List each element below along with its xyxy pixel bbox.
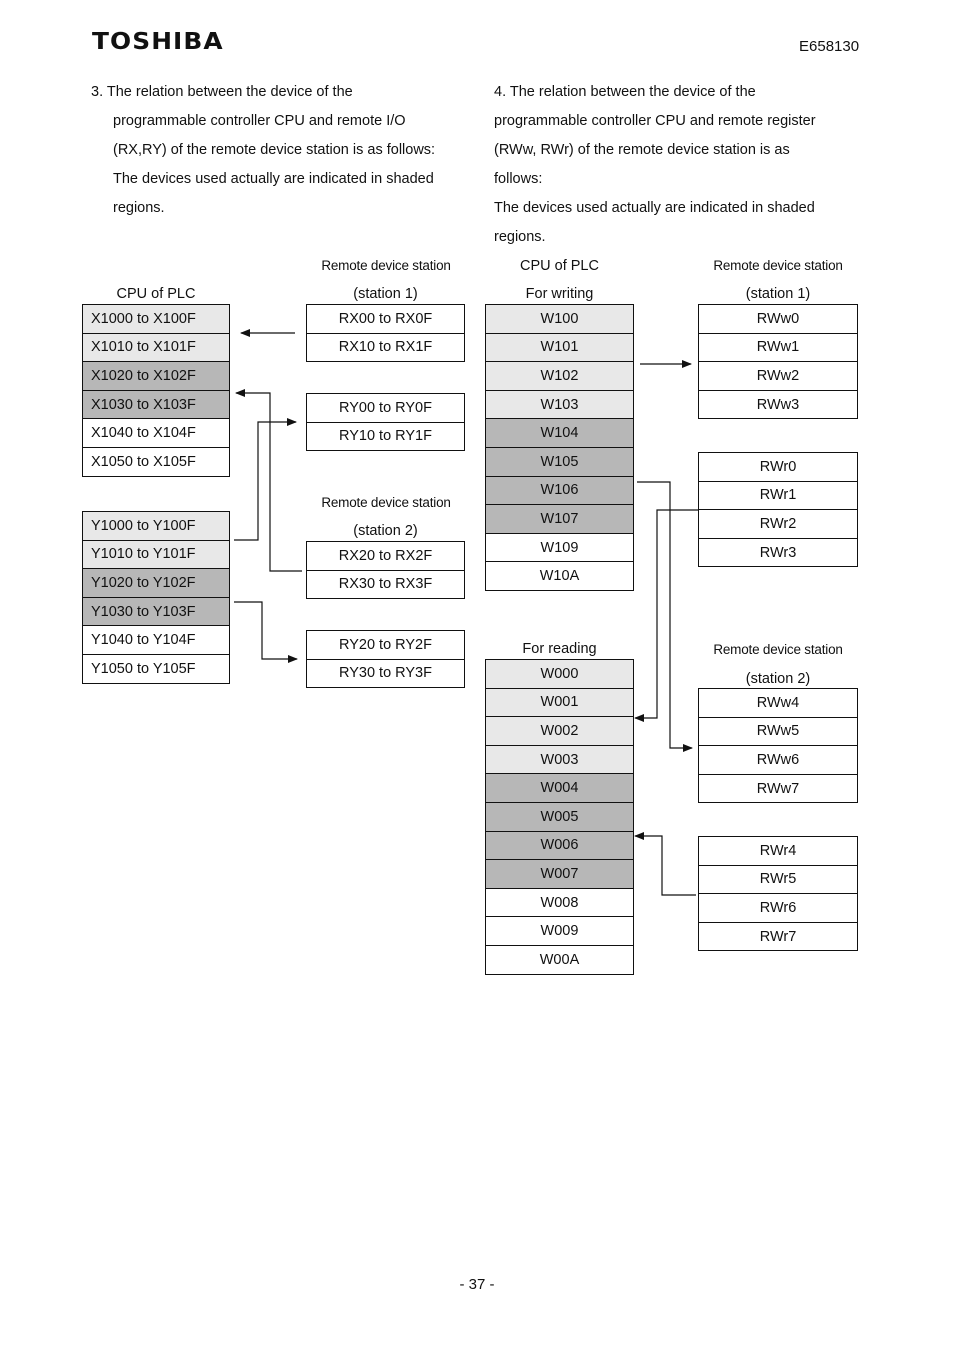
table-cell: RWw2 [699,362,858,391]
table-cell: W002 [486,717,634,746]
table-cell: RWr3 [699,538,858,567]
table-cell: W004 [486,774,634,803]
section-4-line: (RWw, RWr) of the remote device station is as [494,142,790,158]
table-cell: X1030 to X103F [83,390,230,419]
toshiba-logo: TOSHIBA [92,29,224,55]
arrow-w105-to-rww5 [637,482,692,748]
table-cell: W006 [486,831,634,860]
reg-station-2-sublabel: (station 2) [745,671,811,687]
table-cell: W00A [486,945,634,974]
table-cell: W005 [486,802,634,831]
table-cell: X1000 to X100F [83,305,230,334]
section-4-line: programmable controller CPU and remote register [494,113,816,129]
arrow-rwr5-to-w005 [635,836,696,895]
cpu-of-plc-label-2: CPU of PLC [520,258,599,274]
table-cell: W107 [486,505,634,534]
arrow-y1000-to-ry00 [234,422,296,540]
reg-station-1-sublabel: (station 1) [745,286,811,302]
arrow-y1020-to-ry20 [234,602,297,659]
station-2-label: Remote device station [321,495,451,510]
table-cell: Y1020 to Y102F [83,569,230,598]
table-cell: RWw5 [699,717,858,746]
section-3-line: 3. The relation between the device of the [91,84,353,100]
document-number: E658130 [799,38,860,55]
table-cell: W106 [486,476,634,505]
table-cell: Y1050 to Y105F [83,654,230,683]
for-reading-label: For reading [522,641,597,657]
section-3-line: The devices used actually are indicated in shaded [113,171,434,187]
table-cell: X1010 to X101F [83,333,230,362]
arrow-rx20-to-x1020 [236,393,302,571]
station-1-label: Remote device station [321,258,451,273]
table-cell: RY30 to RY3F [307,659,465,688]
section-4-line: The devices used actually are indicated in shaded [494,200,815,216]
table-cell: X1040 to X104F [83,419,230,448]
table-cell: RWw7 [699,774,858,803]
table-cell: Y1000 to Y100F [83,512,230,541]
table-cell: RWw6 [699,746,858,775]
table-cell: X1020 to X102F [83,362,230,391]
table-cell: RY20 to RY2F [307,631,465,660]
table-cell: W007 [486,860,634,889]
table-cell: Y1010 to Y101F [83,540,230,569]
table-cell: W102 [486,362,634,391]
table-cell: W104 [486,419,634,448]
arrow-rwr1-to-w001 [635,510,698,718]
table-cell: RWr2 [699,510,858,539]
table-cell: RWw0 [699,305,858,334]
table-cell: RY00 to RY0F [307,394,465,423]
table-cell: RWr5 [699,865,858,894]
section-3-line: (RX,RY) of the remote device station is as follows: [113,142,436,158]
table-cell: RWr0 [699,453,858,482]
table-cell: W10A [486,562,634,591]
table-cell: RWr7 [699,922,858,951]
table-cell: RWw4 [699,689,858,718]
section-4-line: follows: [494,171,543,187]
table-cell: RX00 to RX0F [307,305,465,334]
cpu-of-plc-label: CPU of PLC [116,286,196,302]
section-3-line: programmable controller CPU and remote I/O [113,113,406,129]
station-2-sublabel: (station 2) [353,523,418,539]
section-4-line: 4. The relation between the device of the [494,84,756,100]
table-cell: W109 [486,533,634,562]
for-writing-label: For writing [525,286,594,302]
reg-station-1-label: Remote device station [713,258,843,273]
table-cell: RWw3 [699,390,858,419]
table-cell: RWr6 [699,894,858,923]
section-4-line: regions. [494,229,546,245]
table-cell: RWr1 [699,481,858,510]
table-cell: W101 [486,333,634,362]
table-cell: W009 [486,917,634,946]
table-cell: W001 [486,688,634,717]
table-cell: W003 [486,745,634,774]
table-cell: Y1030 to Y103F [83,597,230,626]
table-cell: RX10 to RX1F [307,333,465,362]
table-cell: RWw1 [699,333,858,362]
station-1-sublabel: (station 1) [353,286,418,302]
table-cell: W105 [486,447,634,476]
table-cell: RX20 to RX2F [307,542,465,571]
table-cell: W100 [486,305,634,334]
table-cell: W008 [486,888,634,917]
reg-station-2-label: Remote device station [713,642,843,657]
section-3-line: regions. [113,200,165,216]
table-cell: RY10 to RY1F [307,422,465,451]
table-cell: X1050 to X105F [83,447,230,476]
table-cell: RX30 to RX3F [307,570,465,599]
table-cell: W103 [486,390,634,419]
table-cell: W000 [486,660,634,689]
page-number: - 37 - [459,1276,495,1293]
table-cell: Y1040 to Y104F [83,626,230,655]
table-cell: RWr4 [699,837,858,866]
